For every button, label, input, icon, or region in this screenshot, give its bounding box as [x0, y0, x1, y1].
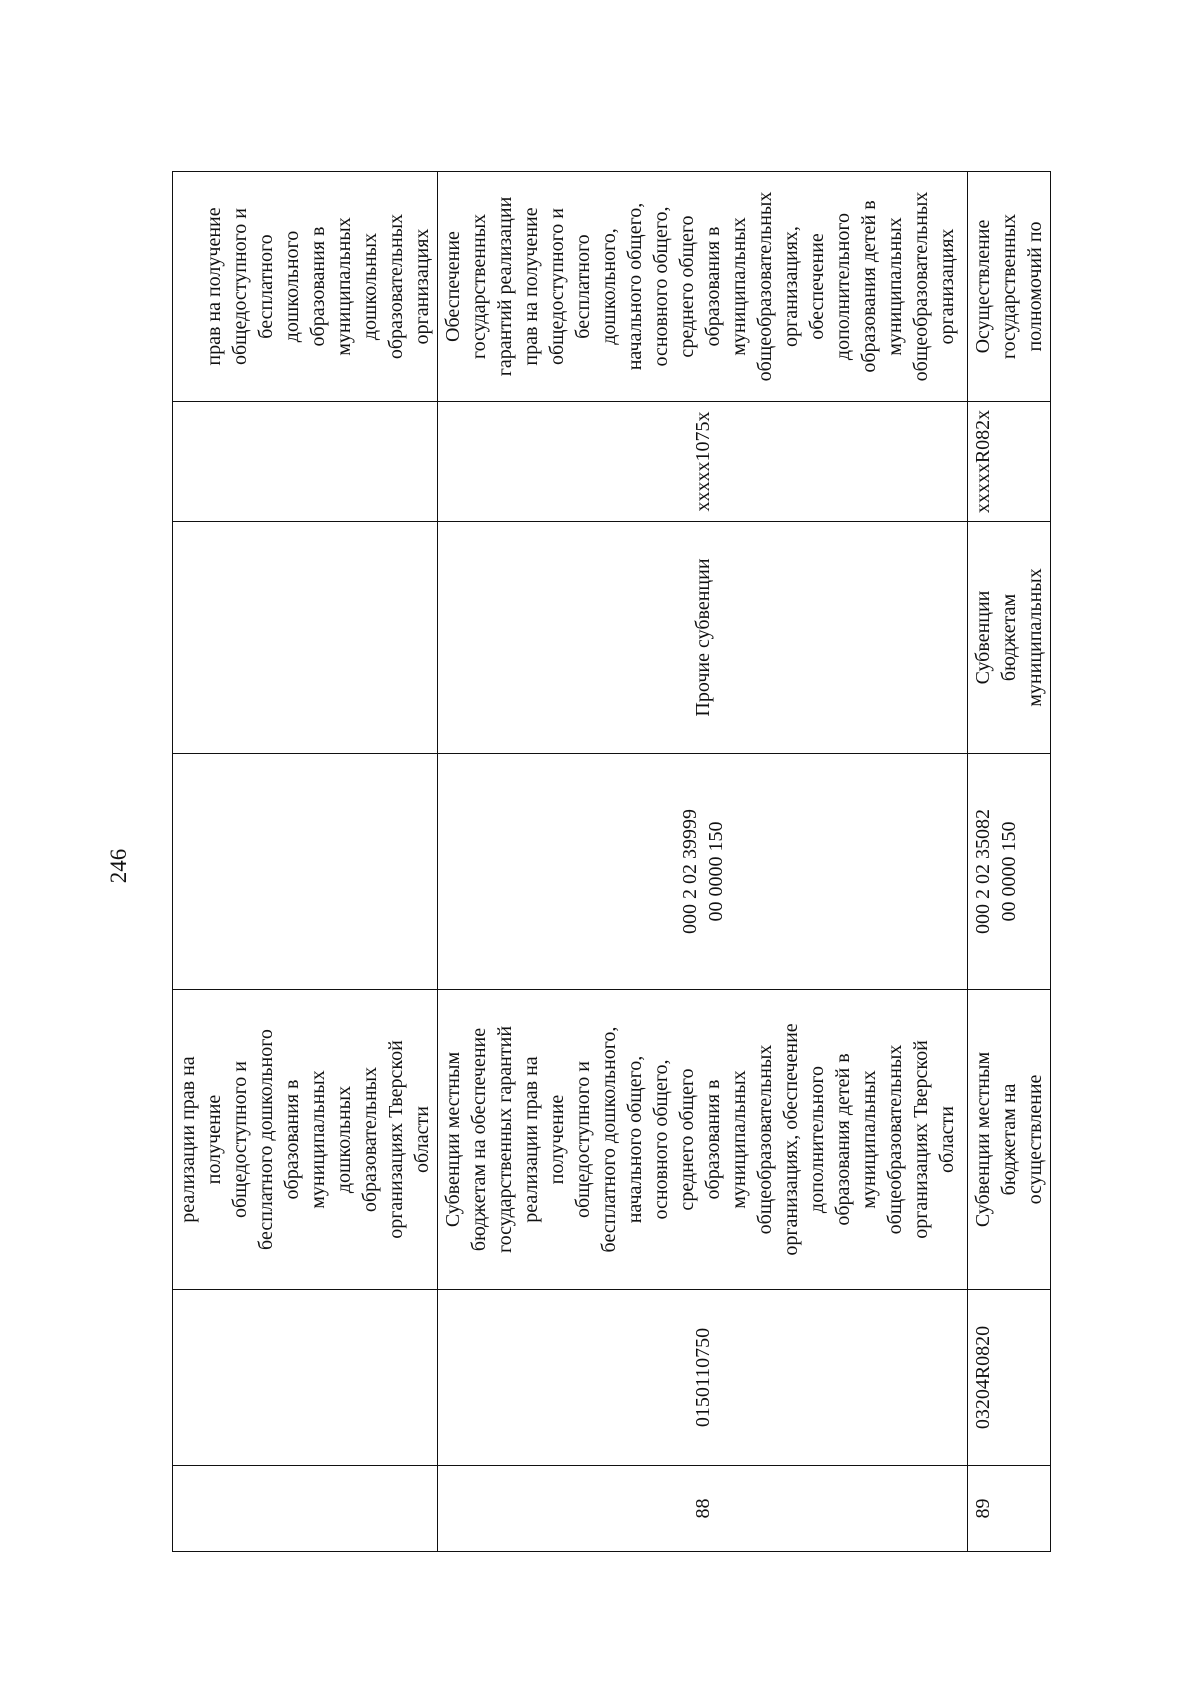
rotated-table-container — [172, 172, 1046, 1552]
kind-cell: Субвенции бюджетам муниципальных — [968, 522, 1051, 754]
kind-cell: Прочие субвенции — [438, 522, 968, 754]
code-cell: 0150110750 — [438, 1290, 968, 1466]
page-number: 246 — [106, 848, 131, 884]
purpose-cell: прав на получение общедоступного и бесплатного дошкольного образования в муниципальных дошкольных образовательных организациях — [173, 172, 438, 402]
local-code-cell — [173, 402, 438, 522]
purpose-cell: Осуществление государственных полномочий по — [968, 172, 1051, 402]
kbk-cell — [173, 754, 438, 990]
kbk-cell: 000 2 02 35082 00 0000 150 — [968, 754, 1051, 990]
name-cell: реализации прав на получение общедоступного и бесплатного дошкольного образования в муниципальных дошкольных образовательных организациях Тверской области — [173, 990, 438, 1290]
row-number-cell: 88 — [438, 1466, 968, 1552]
local-code-cell: xxxxxR082x — [968, 402, 1051, 522]
local-code-cell: xxxxx1075x — [438, 402, 968, 522]
name-cell: Субвенции местным бюджетам на обеспечение государственных гарантий реализации прав на получение общедоступного и бесплатного дошкольного, начального общего, основного общего, среднего общего образования в муниципальных общеобразовательных организациях, обеспечение дополнительного образования детей в муниципальных общеобразовательных организациях Тверской области — [438, 990, 968, 1290]
table-row — [438, 172, 968, 1552]
code-cell: 03204R0820 — [968, 1290, 1051, 1466]
kbk-cell: 000 2 02 39999 00 0000 150 — [438, 754, 968, 990]
row-number-cell: 89 — [968, 1466, 1051, 1552]
budget-table — [172, 171, 1051, 1552]
row-number-cell — [173, 1466, 438, 1552]
kind-cell — [173, 522, 438, 754]
table-row — [173, 172, 438, 1552]
purpose-cell: Обеспечение государственных гарантий реализации прав на получение общедоступного и бесплатного дошкольного, начального общего, основного общего, среднего общего образования в муниципальных общеобразовательных организациях, обеспечение дополнительного образования детей в муниципальных общеобразовательных организациях — [438, 172, 968, 402]
table-row — [968, 172, 1051, 1552]
code-cell — [173, 1290, 438, 1466]
name-cell: Субвенции местным бюджетам на осуществление — [968, 990, 1051, 1290]
